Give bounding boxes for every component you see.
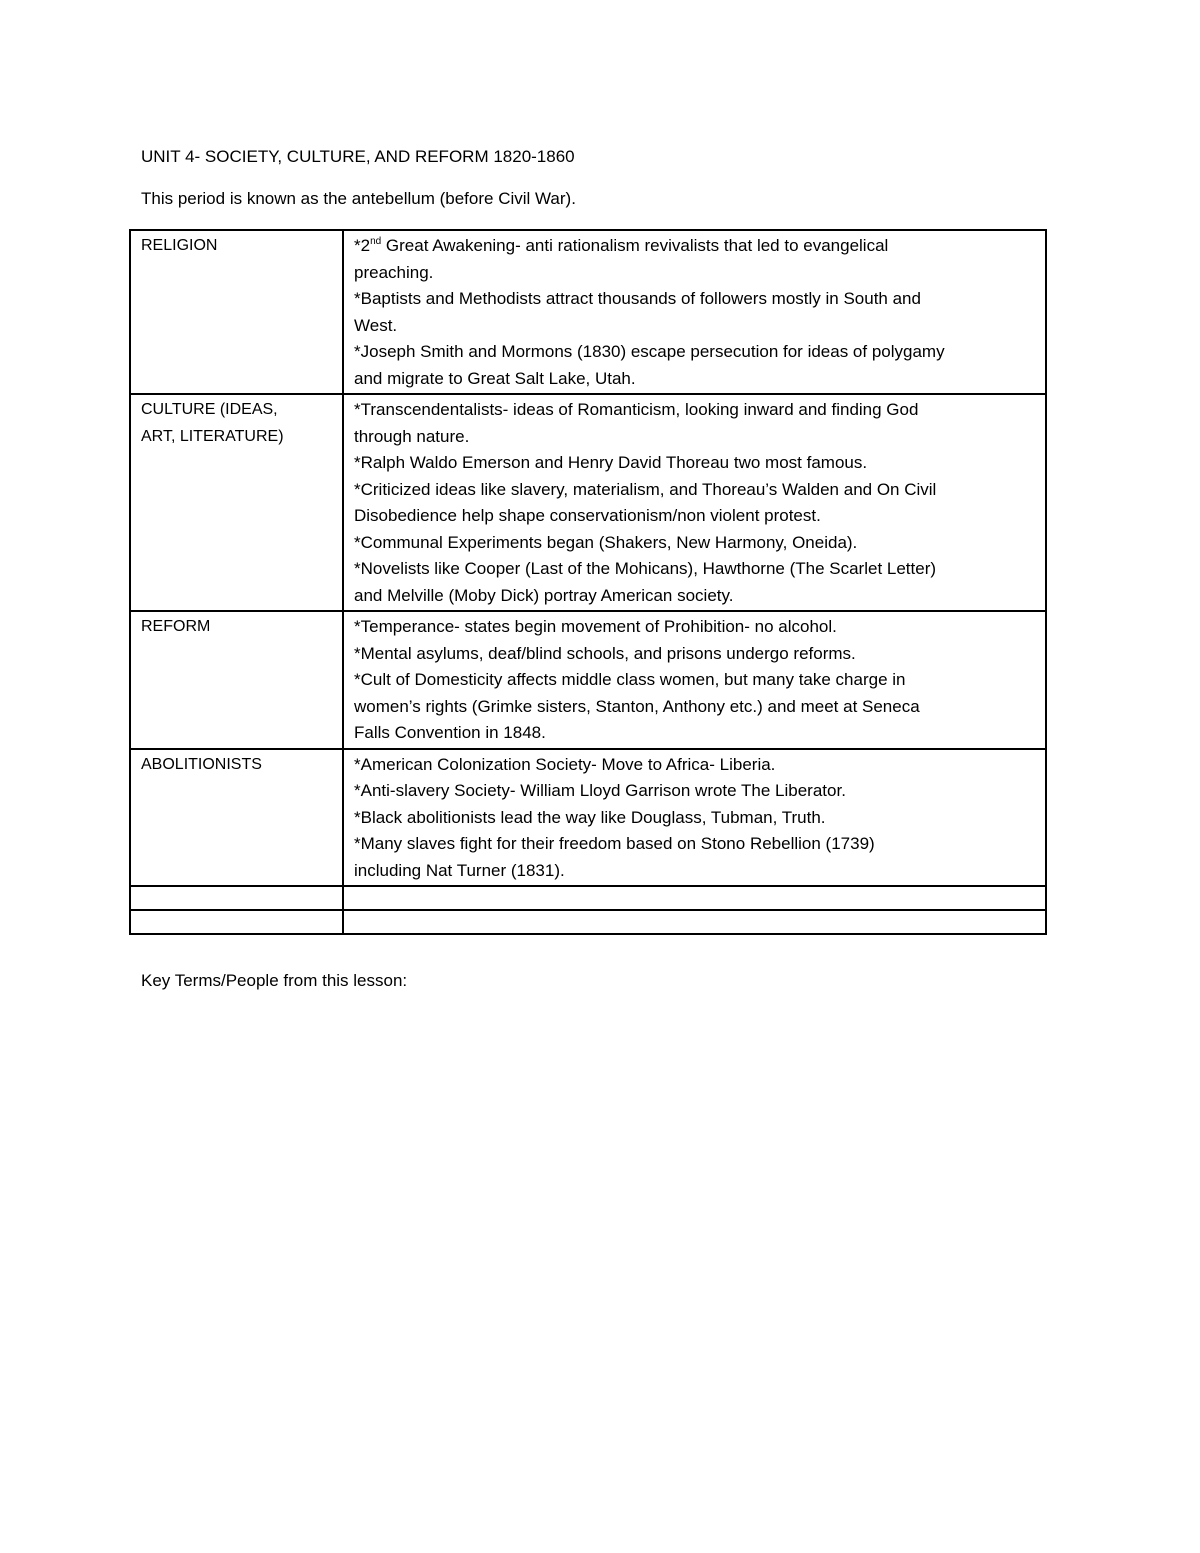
- note-line: *Baptists and Methodists attract thousands of followers mostly in South and: [354, 289, 921, 308]
- notes-cell: [343, 394, 1046, 611]
- note-line: *Black abolitionists lead the way like Douglass, Tubman, Truth.: [354, 807, 826, 827]
- table-row-reform: [130, 611, 1046, 749]
- empty-cell: [130, 886, 343, 910]
- note-line: *American Colonization Society- Move to Africa- Liberia.: [354, 754, 776, 774]
- category-label: CULTURE (IDEAS,: [141, 401, 278, 418]
- key-terms-label: Key Terms/People from this lesson:: [141, 971, 408, 990]
- note-line: and Melville (Moby Dick) portray American society.: [354, 585, 734, 605]
- page-title: UNIT 4- SOCIETY, CULTURE, AND REFORM 1820-1860: [141, 147, 575, 166]
- category-cell: [130, 749, 343, 887]
- note-line: Falls Convention in 1848.: [354, 723, 546, 742]
- note-line: *Transcendentalists- ideas of Romanticism, looking inward and finding God: [354, 400, 919, 419]
- note-line: *Novelists like Cooper (Last of the Mohicans), Hawthorne (The Scarlet Letter): [354, 559, 937, 578]
- note-line: including Nat Turner (1831).: [354, 860, 565, 880]
- empty-cell: [130, 910, 343, 934]
- note-line: *Many slaves fight for their freedom based on Stono Rebellion (1739): [354, 834, 875, 853]
- table-row-religion: [130, 230, 1046, 394]
- note-line: *Anti-slavery Society- William Lloyd Garrison wrote The Liberator.: [354, 781, 846, 800]
- intro-text: This period is known as the antebellum (before Civil War).: [141, 189, 576, 208]
- note-line: through nature.: [354, 426, 470, 446]
- empty-cell: [343, 886, 1046, 910]
- category-label: REFORM: [141, 618, 211, 635]
- table-row-culture: [130, 394, 1046, 611]
- note-line: preaching.: [354, 262, 434, 282]
- table-row-abolitionists: [130, 749, 1046, 887]
- note-line: West.: [354, 315, 398, 335]
- note-line: *Communal Experiments began (Shakers, New Harmony, Oneida).: [354, 532, 858, 552]
- note-line: Disobedience help shape conservationism/non violent protest.: [354, 506, 821, 525]
- note-line: *Mental asylums, deaf/blind schools, and prisons undergo reforms.: [354, 643, 856, 663]
- category-label: ABOLITIONISTS: [141, 755, 262, 773]
- notes-table: [129, 229, 1047, 935]
- note-line: *2nd Great Awakening- anti rationalism revivalists that led to evangelical: [354, 236, 889, 255]
- category-label: ART, LITERATURE): [141, 427, 284, 445]
- note-line: *Ralph Waldo Emerson and Henry David Thoreau two most famous.: [354, 453, 868, 472]
- category-cell: [130, 611, 343, 749]
- table-row-empty: [130, 886, 1046, 910]
- category-cell: [130, 394, 343, 611]
- empty-cell: [343, 910, 1046, 934]
- note-line: *Joseph Smith and Mormons (1830) escape persecution for ideas of polygamy: [354, 342, 945, 361]
- note-line: *Cult of Domesticity affects middle class women, but many take charge in: [354, 670, 906, 689]
- note-line: *Criticized ideas like slavery, materialism, and Thoreau’s Walden and On Civil: [354, 479, 937, 499]
- note-line: and migrate to Great Salt Lake, Utah.: [354, 368, 636, 388]
- notes-cell: [343, 611, 1046, 749]
- notes-cell: [343, 749, 1046, 887]
- category-label: RELIGION: [141, 237, 218, 254]
- ordinal-superscript: nd: [370, 236, 382, 247]
- notes-cell: [343, 230, 1046, 394]
- note-line: *Temperance- states begin movement of Prohibition- no alcohol.: [354, 617, 837, 636]
- category-cell: [130, 230, 343, 394]
- table-row-empty: [130, 910, 1046, 934]
- note-line: women’s rights (Grimke sisters, Stanton, Anthony etc.) and meet at Seneca: [354, 696, 920, 716]
